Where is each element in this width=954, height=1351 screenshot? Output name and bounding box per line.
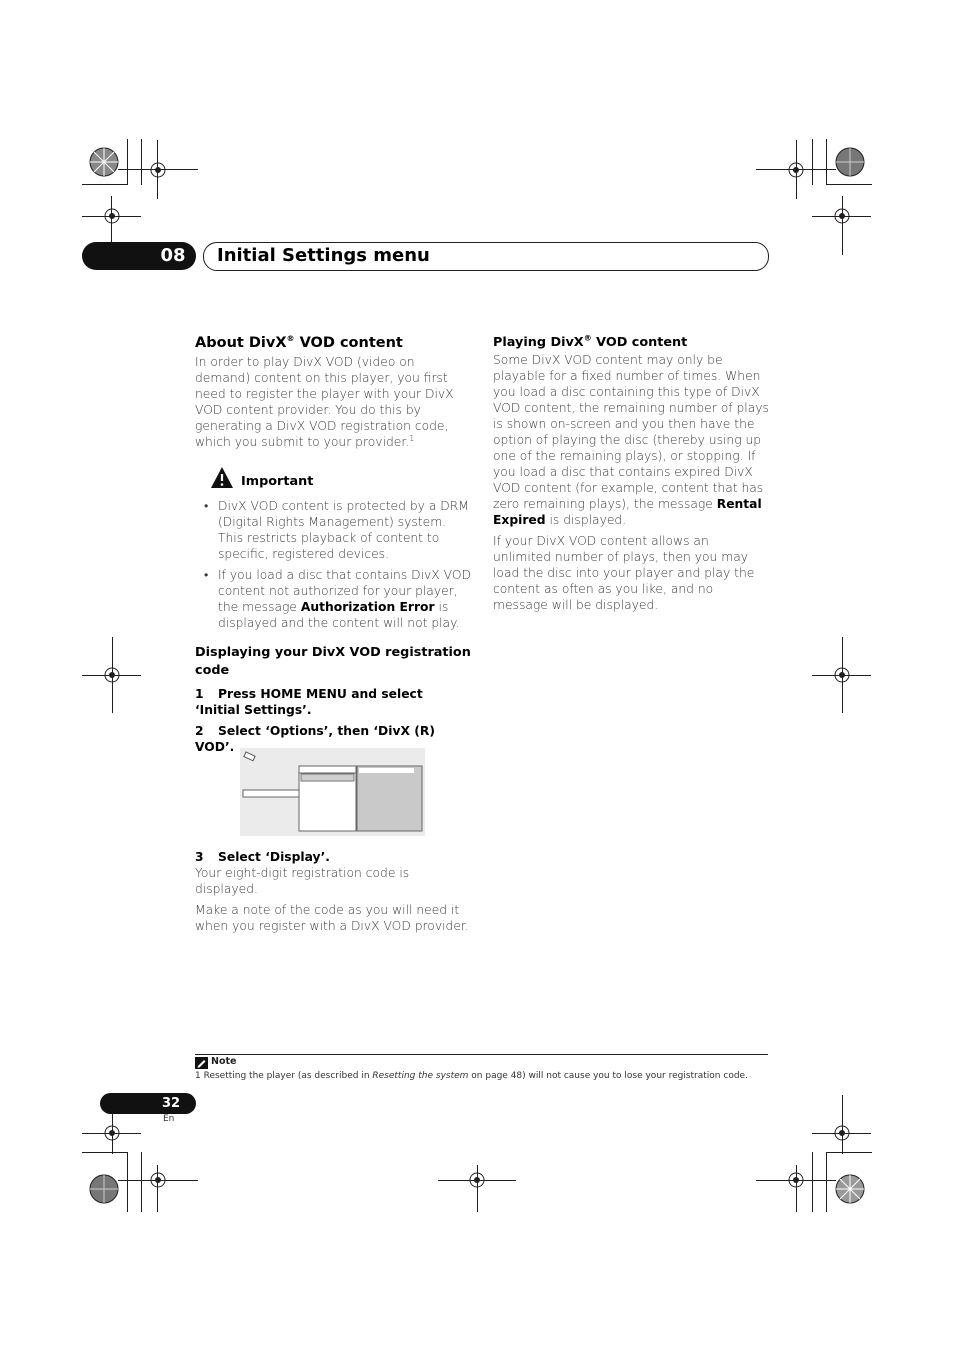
step3-paragraph-2: Make a note of the code as you will need it when you register with a DivX VOD provider. — [195, 903, 469, 933]
list-item: • DivX VOD content is protected by a DRM (Digital Rights Management) system. This restricts playback of content to specific, registered devices. — [195, 498, 471, 562]
language-code: En — [163, 1114, 175, 1124]
chapter-title: Initial Settings menu — [217, 245, 430, 266]
right-column — [493, 334, 769, 613]
playing-paragraph-2: If your DivX VOD content allows an unlimited number of plays, then you may load the disc into your player and play the content as often as you like, and no message will be displayed. — [493, 534, 755, 612]
note-icon — [195, 1057, 208, 1069]
step-3: 3 Select ‘Display’. — [195, 850, 330, 864]
footnote: 1 Resetting the player (as described in Resetting the system on page 48) will not cause you to lose your registration code. — [195, 1071, 748, 1081]
note-divider — [195, 1054, 768, 1055]
display-heading: Displaying your DivX VOD registration code — [195, 645, 471, 678]
disc-icon — [244, 752, 255, 761]
about-paragraph: In order to play DivX VOD (video on demand) content on this player, you first need to register the player with your DivX VOD content provider. You do this by generating a DivX VOD registration code, which you submit to your provider.$^1$ — [195, 355, 454, 449]
warning-icon — [210, 466, 234, 490]
important-header — [195, 472, 471, 492]
important-list — [195, 498, 471, 631]
left-column-step3 — [195, 849, 471, 934]
playing-heading: Playing DivX® VOD content — [493, 333, 688, 350]
chapter-number: 08 — [160, 245, 186, 266]
important-label: Important — [241, 474, 314, 489]
left-column — [195, 334, 471, 755]
page-number: 32 — [161, 1096, 181, 1111]
target-icon — [832, 1171, 868, 1207]
target-icon — [86, 1171, 122, 1207]
step-2: 2 Select ‘Options’, then ‘DivX (R) VOD’. — [195, 724, 435, 754]
step-1: 1 Press HOME MENU and select ‘Initial Settings’. — [195, 687, 423, 717]
list-item: • If you load a disc that contains DivX VOD content not authorized for your player, the message Authorization Error is displayed and the content will not play. — [195, 567, 471, 631]
target-icon — [832, 144, 868, 180]
menu-screenshot — [240, 748, 425, 836]
crosshair-icon — [147, 159, 169, 181]
menu-diagram — [240, 748, 425, 836]
about-heading: About DivX® VOD content — [195, 334, 403, 351]
step3-paragraph-1: Your eight-digit registration code is displayed. — [195, 866, 410, 896]
note-label: Note — [211, 1056, 237, 1067]
target-icon — [86, 144, 122, 180]
playing-paragraph-1: Some DivX VOD content may only be playable for a fixed number of times. When you load a disc containing this type of DivX VOD content, the remaining number of plays is shown on-screen and you then have the option of playing the disc (thereby using up one of the remaining plays), or stopping. If you load a disc that contains expired DivX VOD content (for example, content that has zero remaining plays), the message Rental Expired is displayed. — [493, 353, 769, 527]
